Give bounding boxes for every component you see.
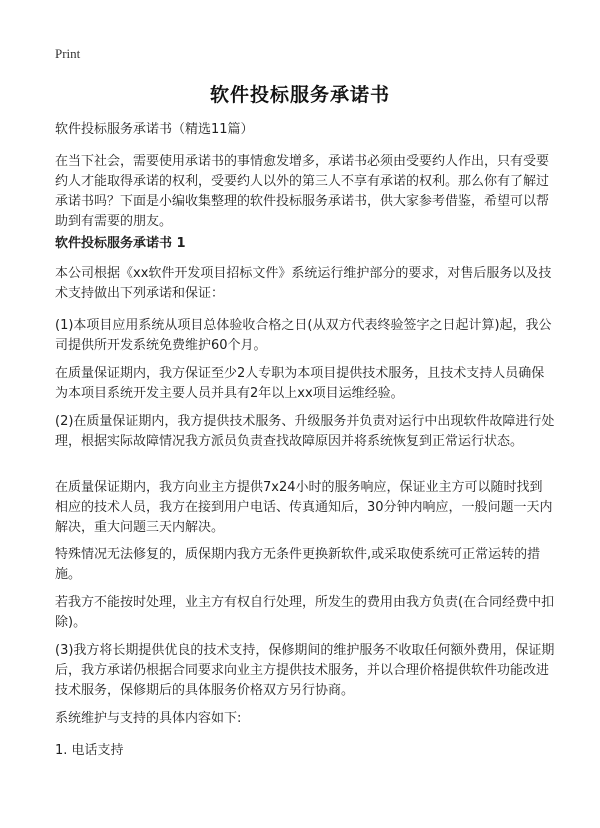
document-title: 软件投标服务承诺书 <box>209 84 390 106</box>
body-paragraph: 若我方不能按时处理，业主方有权自行处理，所发生的费用由我方负责(在合同经费中扣除)。 <box>55 595 555 630</box>
body-paragraph: 在质量保证期内，我方保证至少2人专职为本项目提供技术服务，且技术支持人员确保为本项目系统开发主要人员并具有2年以上xx项目运维经验。 <box>55 366 545 401</box>
list-item-heading: 1. 电话支持 <box>55 743 124 758</box>
body-paragraph: (1)本项目应用系统从项目总体验收合格之日(从双方代表终验签字之日起计算)起，我公司提供所开发系统免费维护60个月。 <box>55 318 552 353</box>
body-paragraph: 特殊情况无法修复的，质保期内我方无条件更换新软件,或采取使系统可正常运转的措施。 <box>55 547 541 582</box>
print-label: Print <box>55 46 81 61</box>
body-paragraph: 本公司根据《xx软件开发项目招标文件》系统运行维护部分的要求，对售后服务以及技术支持做出下列承诺和保证： <box>55 266 552 301</box>
section-heading: 软件投标服务承诺书 1 <box>55 236 186 251</box>
document-subtitle: 软件投标服务承诺书（精选11篇） <box>55 122 254 137</box>
body-paragraph: 在质量保证期内，我方向业主方提供7x24小时的服务响应，保证业主方可以随时找到相应的技术人员，我方在接到用户电话、传真通知后，30分钟内响应，一般问题一天内解决，重大问题三天内解决。 <box>55 480 553 535</box>
intro-paragraph: 在当下社会，需要使用承诺书的事情愈发增多，承诺书必须由受要约人作出，只有受要约人才能取得承诺的权利，受要约人以外的第三人不享有承诺的权利。那么你有了解过承诺书吗？下面是小编收集整理的软件投标服务承诺书，供大家参考借鉴，希望可以帮助到有需要的朋友。 <box>55 154 550 229</box>
body-paragraph: (2)在质量保证期内，我方提供技术服务、升级服务并负责对运行中出现软件故障进行处理，根据实际故障情况我方派员负责查找故障原因并将系统恢复到正常运行状态。 <box>55 414 555 449</box>
body-paragraph: 系统维护与支持的具体内容如下: <box>55 711 242 726</box>
body-paragraph: (3)我方将长期提供优良的技术支持，保修期间的维护服务不收取任何额外费用，保证期后，我方承诺仍根据合同要求向业主方提供技术服务，并以合理价格提供软件功能改进技术服务，保修期后的具体服务价格双方另行协商。 <box>55 643 555 698</box>
